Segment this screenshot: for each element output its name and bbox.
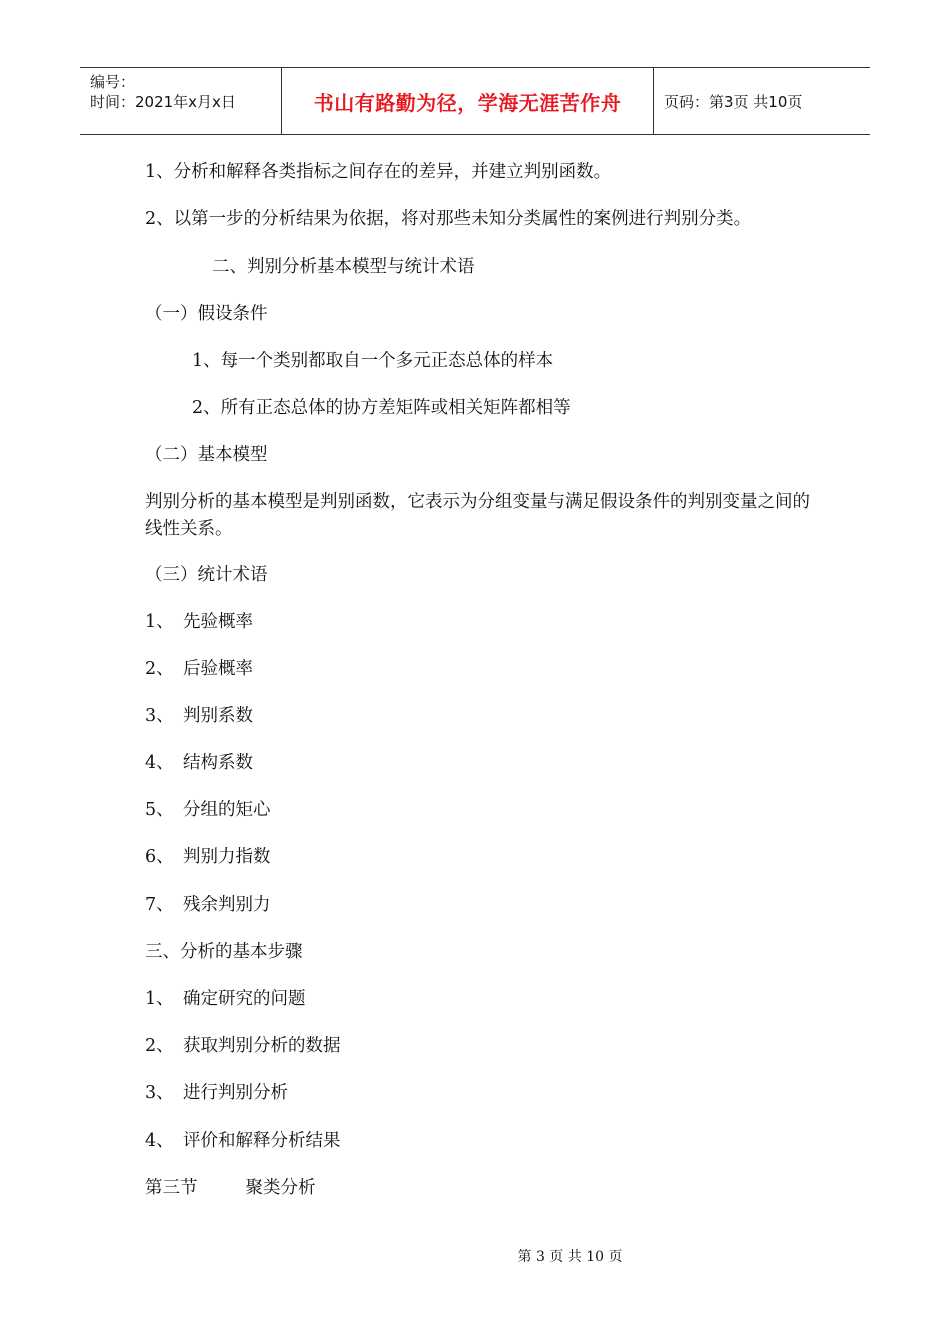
- term-number: 4、: [145, 753, 174, 773]
- subsection-1-title: （一）假设条件: [145, 304, 268, 324]
- step-number: 2、: [145, 1036, 174, 1056]
- step-number: 3、: [145, 1083, 174, 1103]
- document-id-label: 编号：: [90, 73, 136, 91]
- chapter-section-heading: [145, 1176, 316, 1200]
- section-name: 聚类分析: [245, 1178, 316, 1198]
- step-item: [145, 987, 306, 1011]
- term-item: [145, 893, 271, 917]
- section-3-title: 三、分析的基本步骤: [145, 942, 303, 962]
- header-motto: 书山有路勤为径，学海无涯苦作舟: [282, 68, 654, 134]
- header-page-info: 页码：第3页 共10页: [664, 92, 803, 111]
- page-header: [80, 67, 870, 135]
- term-text: 残余判别力: [183, 895, 271, 915]
- term-number: 1、: [145, 612, 174, 632]
- term-item: [145, 657, 253, 681]
- term-text: 后验概率: [183, 659, 253, 679]
- term-text: 判别力指数: [183, 847, 271, 867]
- term-text: 先验概率: [183, 612, 253, 632]
- assumption-item-2: 2、所有正态总体的协方差矩阵或相关矩阵都相等: [192, 398, 571, 418]
- step-text: 进行判别分析: [183, 1083, 288, 1103]
- term-number: 3、: [145, 706, 174, 726]
- term-number: 7、: [145, 895, 174, 915]
- term-item: [145, 845, 271, 869]
- document-time: 时间：2021年x月x日: [90, 93, 236, 111]
- subsection-3-title: （三）统计术语: [145, 565, 268, 585]
- subsection-2-title: （二）基本模型: [145, 445, 268, 465]
- term-item: [145, 610, 253, 634]
- assumption-item-1: 1、每一个类别都取自一个多元正态总体的样本: [192, 351, 554, 371]
- paragraph-1: 1、分析和解释各类指标之间存在的差异，并建立判别函数。: [145, 162, 612, 182]
- term-text: 分组的矩心: [183, 800, 271, 820]
- step-number: 1、: [145, 989, 174, 1009]
- step-text: 评价和解释分析结果: [183, 1131, 341, 1151]
- term-number: 6、: [145, 847, 174, 867]
- step-item: [145, 1129, 341, 1153]
- step-number: 4、: [145, 1131, 174, 1151]
- term-text: 结构系数: [183, 753, 253, 773]
- basic-model-paragraph: 判别分析的基本模型是判别函数，它表示为分组变量与满足假设条件的判别变量之间的线性关系。: [145, 492, 810, 539]
- page-footer: 第 3 页 共 10 页: [517, 1249, 623, 1265]
- term-item: [145, 751, 253, 775]
- paragraph-2: 2、以第一步的分析结果为依据，将对那些未知分类属性的案例进行判别分类。: [145, 209, 752, 229]
- term-item: [145, 704, 253, 728]
- step-text: 获取判别分析的数据: [183, 1036, 341, 1056]
- step-item: [145, 1034, 341, 1058]
- term-item: [145, 798, 271, 822]
- term-number: 2、: [145, 659, 174, 679]
- section-2-title: 二、判别分析基本模型与统计术语: [212, 257, 475, 277]
- step-text: 确定研究的问题: [183, 989, 306, 1009]
- section-label: 第三节: [145, 1178, 198, 1198]
- term-text: 判别系数: [183, 706, 253, 726]
- header-meta: [80, 68, 282, 134]
- step-item: [145, 1081, 288, 1105]
- term-number: 5、: [145, 800, 174, 820]
